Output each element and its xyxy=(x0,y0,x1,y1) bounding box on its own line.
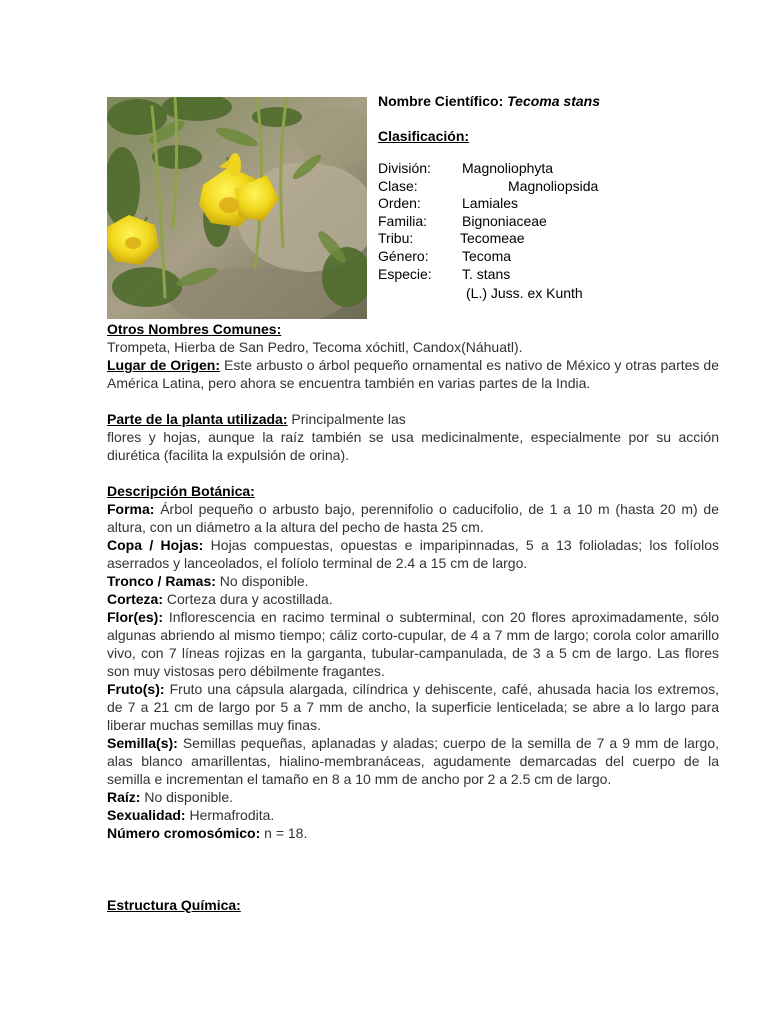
botanical-item-text: No disponible. xyxy=(215,573,309,589)
flower-illustration xyxy=(107,97,367,319)
taxonomy-value: Lamiales xyxy=(462,195,519,212)
botanical-item xyxy=(107,536,719,572)
botanical-item-text: Árbol pequeño o arbusto bajo, perennifolio o caducifolio, de 1 a 10 m (hasta 20 m) de altura, con un diámetro a la altura del pecho de hasta 25 cm. xyxy=(107,501,719,535)
botanical-item-text: n = 18. xyxy=(260,825,308,841)
botanical-item-text: Fruto una cápsula alargada, cilíndrica y dehiscente, café, ahusada hacia los extremos, de 7 a 21 cm de largo por 5 a 7 mm de ancho, la superficie lenticelada; se abre a lo largo para liberar muchas semillas muy finas. xyxy=(107,681,719,733)
part-used-text-2: flores y hojas, aunque la raíz también se usa medicinalmente, especialmente por su acción diurética (facilita la expulsión de orina). xyxy=(107,429,719,463)
taxonomy-label: División: xyxy=(378,160,431,176)
scientific-name-label: Nombre Científico: xyxy=(378,93,504,109)
botanical-item-text: Inflorescencia en racimo terminal o subterminal, con 20 flores aproximadamente, sólo algunas abriendo al mismo tiempo; cáliz corto-cupular, de 4 a 7 mm de largo; corola color amarillo vivo, con 7 líneas rojizas en la garganta, tubular-campanulada, de 3 a 5 cm de largo. Las flores son muy vistosas pero débilmente fragantes. xyxy=(107,609,719,679)
botanical-item-label: Tronco / Ramas: xyxy=(107,573,216,589)
chemical-heading xyxy=(107,896,719,914)
botanical-item-label: Corteza: xyxy=(107,591,164,607)
botanical-item-label: Fruto(s): xyxy=(107,681,165,697)
taxonomy-value: Tecoma xyxy=(462,247,512,264)
taxonomy-label: Especie: xyxy=(378,265,432,282)
part-used-paragraph xyxy=(107,410,719,428)
botanical-item xyxy=(107,788,719,806)
taxonomy-value: Magnoliophyta xyxy=(462,160,554,176)
part-used-label: Parte de la planta utilizada: xyxy=(107,411,288,427)
common-names-label: Otros Nombres Comunes: xyxy=(107,321,282,337)
botanical-item xyxy=(107,824,719,842)
botanical-item-label: Copa / Hojas: xyxy=(107,537,204,553)
taxonomy-value: Tecomeae xyxy=(460,230,525,247)
botanical-item xyxy=(107,680,719,734)
taxonomy-label: Tribu: xyxy=(378,230,414,247)
botanical-item xyxy=(107,734,719,788)
taxonomy-value: Magnoliopsida xyxy=(508,177,599,194)
taxonomy-label: Género: xyxy=(378,247,429,264)
taxonomy-value: (L.) Juss. ex Kunth xyxy=(466,285,583,302)
taxonomy-value: T. stans xyxy=(462,265,511,282)
botanical-item-text: Semillas pequeñas, aplanadas y aladas; cuerpo de la semilla de 7 a 9 mm de largo, alas blanco amarillentas, hialino-membranáceas, agudamente demarcadas del cuerpo de la semilla e incrementan el tamaño en 8 a 10 mm de ancho por 2 a 2.5 cm de largo. xyxy=(107,735,719,787)
botanical-item-text: No disponible. xyxy=(140,789,234,805)
chemical-title: Estructura Química: xyxy=(107,897,241,913)
botanical-item-label: Forma: xyxy=(107,501,155,517)
origin-paragraph xyxy=(107,356,719,392)
botanical-title: Descripción Botánica: xyxy=(107,483,255,499)
botanical-item xyxy=(107,806,719,824)
botanical-item-label: Flor(es): xyxy=(107,609,163,625)
botanical-item-label: Número cromosómico: xyxy=(107,825,261,841)
botanical-item xyxy=(107,608,719,680)
botanical-item-text: Corteza dura y acostillada. xyxy=(163,591,333,607)
common-names-heading xyxy=(107,320,719,338)
scientific-name xyxy=(378,93,600,109)
taxonomy-label: Familia: xyxy=(378,212,428,229)
botanical-item-text: Hojas compuestas, opuestas e imparipinnadas, 5 a 13 folioladas; los folíolos aserrados y lanceolados, el folíolo terminal de 2.4 a 15 cm de largo. xyxy=(107,537,719,571)
part-used-text-1: Principalmente las xyxy=(287,411,406,427)
botanical-item-text: Hermafrodita. xyxy=(185,807,275,823)
botanical-item-label: Raíz: xyxy=(107,789,141,805)
scientific-name-value: Tecoma stans xyxy=(507,93,600,109)
classification-title: Clasificación: xyxy=(378,128,470,144)
botanical-item xyxy=(107,590,719,608)
origin-text: Este arbusto o árbol pequeño ornamental es nativo de México y otras partes de América Latina, pero ahora se encuentra también en varias partes de la India. xyxy=(107,357,719,391)
botanical-item-label: Sexualidad: xyxy=(107,807,186,823)
origin-label: Lugar de Origen: xyxy=(107,357,221,373)
taxonomy-label: Clase: xyxy=(378,177,418,194)
common-names-text: Trompeta, Hierba de San Pedro, Tecoma xóchitl, Candox(Náhuatl). xyxy=(107,339,523,355)
botanical-item xyxy=(107,500,719,536)
taxonomy-value: Bignoniaceae xyxy=(462,212,547,229)
botanical-heading xyxy=(107,482,719,500)
botanical-item xyxy=(107,572,719,590)
botanical-item-label: Semilla(s): xyxy=(107,735,178,751)
flower-photo xyxy=(107,97,367,319)
document-body xyxy=(107,320,719,914)
taxonomy-label: Orden: xyxy=(378,195,421,212)
